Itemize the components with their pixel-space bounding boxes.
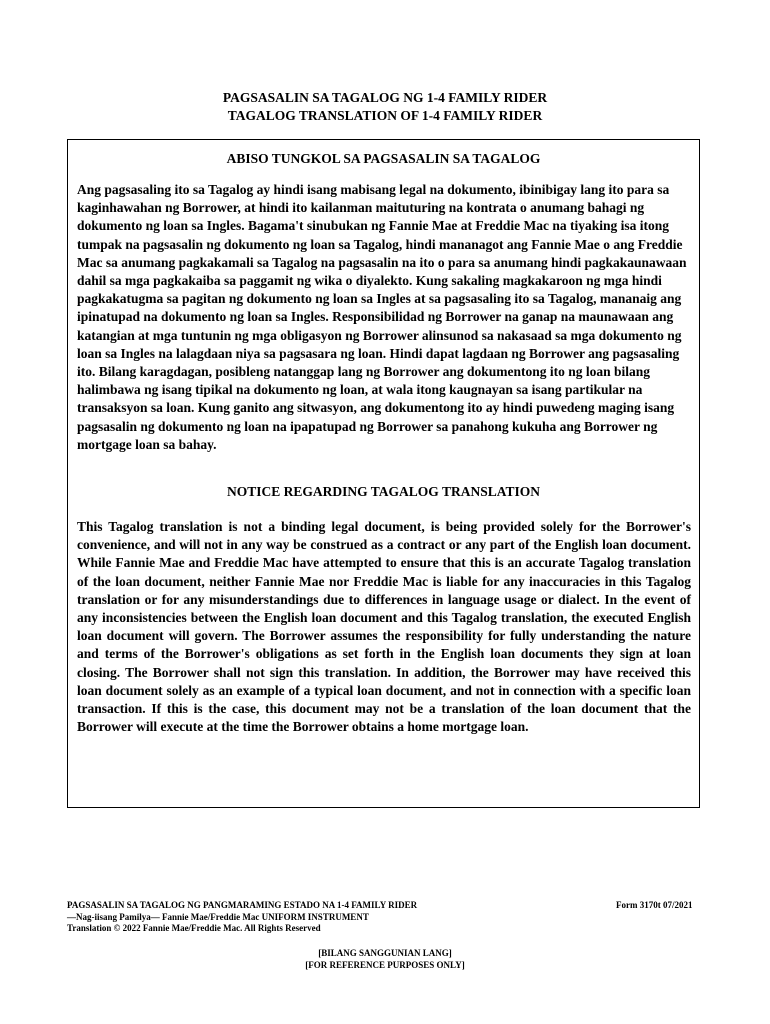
- footer-reference-notice: [0, 948, 770, 971]
- footer-reference-english: [FOR REFERENCE PURPOSES ONLY]: [305, 959, 465, 970]
- footer-line-title: PAGSASALIN SA TAGALOG NG PANGMARAMING ESTADO NA 1-4 FAMILY RIDER: [67, 900, 418, 910]
- footer-form-number: Form 3170t 07/2021: [616, 900, 693, 910]
- translation-notice-box: [67, 139, 700, 808]
- footer-line-copyright: Translation © 2022 Fannie Mae/Freddie Mac. All Rights Reserved: [67, 923, 321, 934]
- document-title-english: TAGALOG TRANSLATION OF 1-4 FAMILY RIDER: [227, 108, 543, 123]
- notice-heading-english: NOTICE REGARDING TAGALOG TRANSLATION: [227, 484, 540, 499]
- notice-heading-tagalog: ABISO TUNGKOL SA PAGSASALIN SA TAGALOG: [226, 151, 541, 166]
- footer-reference-tagalog: [BILANG SANGGUNIAN LANG]: [318, 948, 452, 958]
- footer-line-instrument: —Nag-iisang Pamilya— Fannie Mae/Freddie Mac UNIFORM INSTRUMENT: [67, 911, 369, 922]
- notice-body-english: This Tagalog translation is not a binding legal document, is being provided solely for the Borrower's convenience, and will not in any way be construed as a contract or any part of the English loan document. While Fannie Mae and Freddie Mac have attempted to ensure that this is an accurate Tagalog translation of the loan document, neither Fannie Mae nor Freddie Mac is liable for any inaccuracies in this Tagalog translation or for any misunderstandings due to differences in language usage or dialect. In the event of any inconsistencies between the English loan document and this Tagalog translation, the executed English loan document will govern. The Borrower assumes the responsibility for fully understanding the nature and terms of the Borrower's obligations as set forth in the English loan documents they sign at loan closing. The Borrower shall not sign this translation. In addition, the Borrower may have received this loan document solely as an example of a typical loan document, and not in connection with a specific loan transaction. If this is the case, this document may not be a translation of the loan document that the Borrower will execute at the time the Borrower obtains a home mortgage loan.: [77, 519, 691, 735]
- document-title-tagalog: PAGSASALIN SA TAGALOG NG 1-4 FAMILY RIDER: [222, 90, 548, 105]
- footer-instrument-info: [67, 900, 417, 935]
- notice-body-tagalog: Ang pagsasaling ito sa Tagalog ay hindi isang mabisang legal na dokumento, ibinibigay lang ito para sa kaginhawahan ng Borrower, at hindi ito kailanman maituturing na kontrata o anumang bahagi ng dokumento ng loan sa Ingles. Bagama't sinubukan ng Fannie Mae at Freddie Mac na tiyaking isa itong tumpak na pagsasalin ng dokumento ng loan sa Tagalog, hindi mananagot ang Fannie Mae o ang Freddie Mac sa anumang pagkakamali sa Tagalog na pagsasalin na ito o para sa anumang hindi pagkakaunawaan dahil sa mga pagkakaiba sa paggamit ng wika o diyalekto. Kung sakaling magkakaroon ng mga hindi pagkakatugma sa pagitan ng dokumento ng loan sa Ingles at sa pagsasaling ito sa Tagalog, mananaig ang ipinatupad na dokumento ng loan sa Ingles. Responsibilidad ng Borrower na ganap na maunawaan ang katangian at mga tuntunin ng mga obligasyon ng Borrower alinsunod sa nakasaad sa mga dokumento ng loan sa Ingles na lalagdaan niya sa pagsasara ng loan. Hindi dapat lagdaan ng Borrower ang pagsasaling ito. Bilang karagdagan, posibleng natanggap lang ng Borrower ang dokumentong ito ng loan bilang halimbawa ng isang tipikal na dokumento ng loan, at wala itong kaugnayan sa isang partikular na transaksyon sa loan. Kung ganito ang sitwasyon, ang dokumentong ito ay hindi puwedeng maging isang pagsasalin ng dokumento ng loan na ipapatupad ng Borrower sa panahong kukuha ang Borrower ng mortgage loan sa bahay.: [77, 182, 687, 452]
